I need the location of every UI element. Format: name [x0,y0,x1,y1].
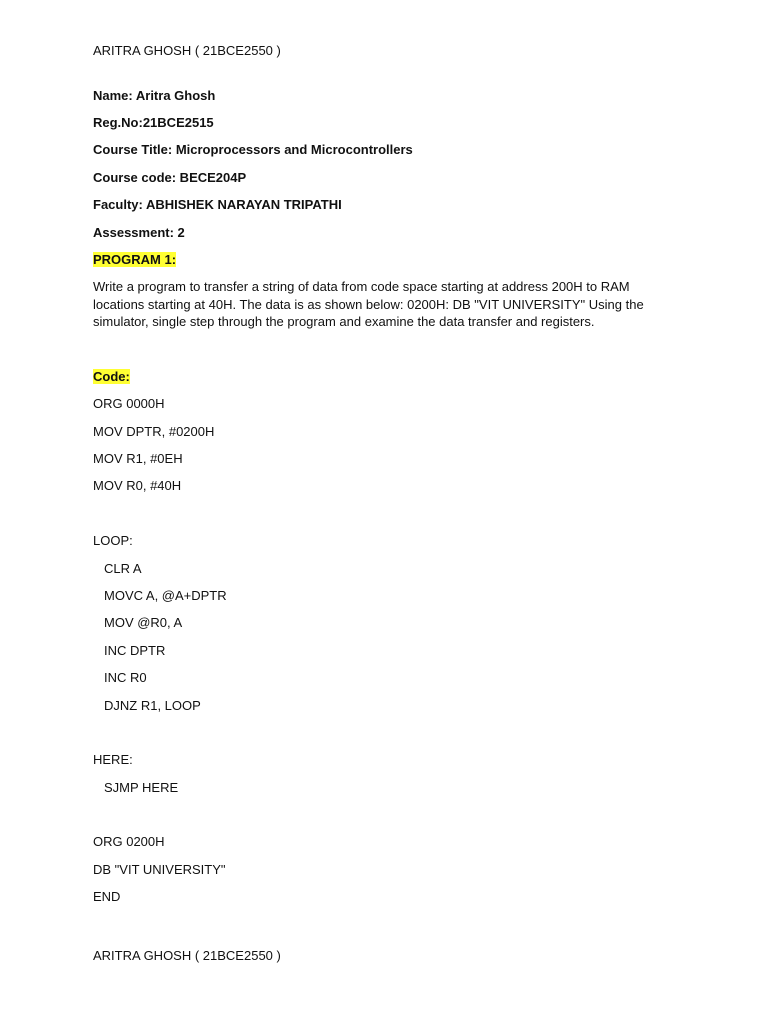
faculty-name: Faculty: ABHISHEK NARAYAN TRIPATHI [93,197,342,212]
code-label-loop: LOOP: [93,533,133,548]
program-heading-highlight: PROGRAM 1: [93,252,177,267]
code-line: ORG 0200H [93,834,165,849]
page-footer: ARITRA GHOSH ( 21BCE2550 ) [93,948,281,963]
code-line: MOV DPTR, #0200H [93,424,215,439]
code-line: DJNZ R1, LOOP [104,698,201,713]
code-line: MOV R0, #40H [93,478,182,493]
student-name: Name: Aritra Ghosh [93,88,216,103]
code-line: INC R0 [104,670,147,685]
code-line: SJMP HERE [104,780,179,795]
course-code: Course code: BECE204P [93,170,247,185]
code-line: CLR A [104,561,142,576]
code-line: MOV R1, #0EH [93,451,183,466]
code-line: MOV @R0, A [104,615,183,630]
program-heading [93,252,176,268]
code-line: MOVC A, @A+DPTR [104,588,227,603]
code-label-here: HERE: [93,752,133,767]
code-heading-highlight: Code: [93,369,130,384]
code-line: INC DPTR [104,643,166,658]
registration-number: Reg.No:21BCE2515 [93,115,214,130]
program-description: Write a program to transfer a string of data from code space starting at address 200H to RAM locations starting at 40H. The data is as shown below: 0200H: DB "VIT UNIVERSITY" Using the simulator, single step through the program and examine the data transfer and registers. [93,279,644,329]
code-line: DB "VIT UNIVERSITY" [93,862,226,877]
assessment-number: Assessment: 2 [93,225,185,240]
code-line: ORG 0000H [93,396,165,411]
course-title: Course Title: Microprocessors and Microcontrollers [93,142,413,157]
code-heading [93,369,130,385]
page-header: ARITRA GHOSH ( 21BCE2550 ) [93,43,281,58]
code-line: END [93,889,121,904]
